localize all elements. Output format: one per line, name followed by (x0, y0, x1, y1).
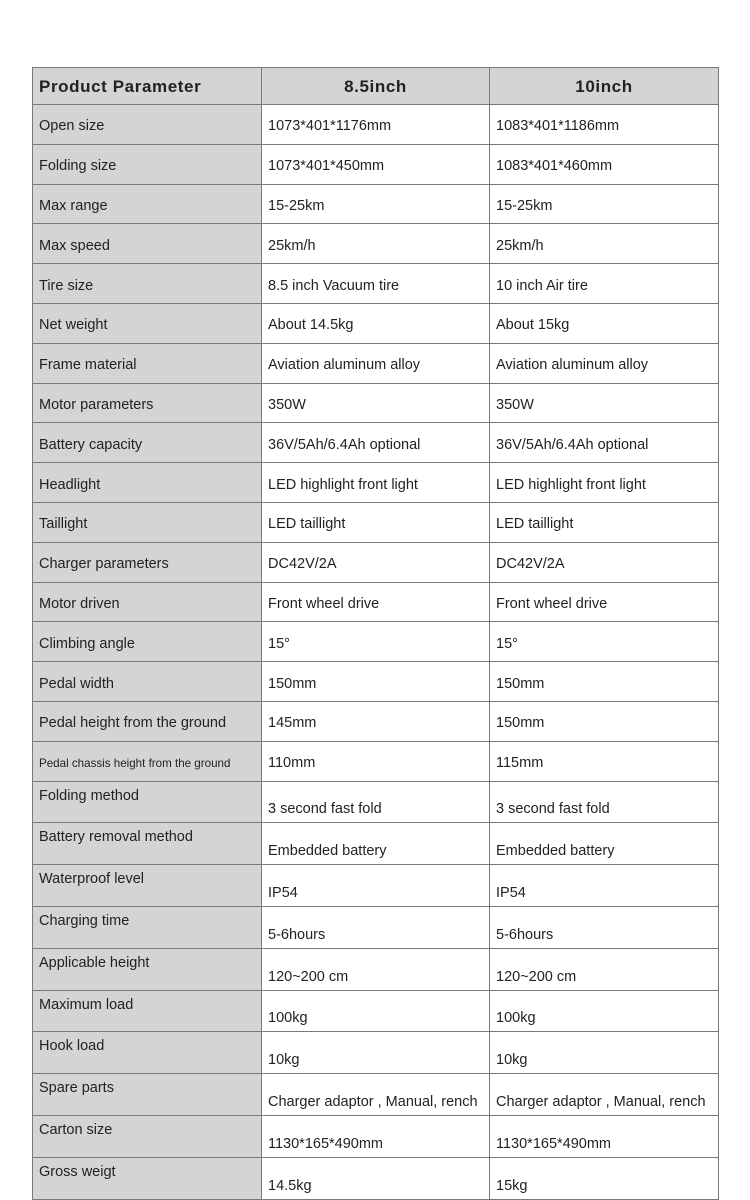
value-10inch: 150mm (490, 701, 719, 741)
value-10inch: LED highlight front light (490, 463, 719, 503)
parameter-name: Spare parts (33, 1074, 262, 1116)
value-10inch: 120~200 cm (490, 948, 719, 990)
parameter-name: Applicable height (33, 948, 262, 990)
parameter-name: Taillight (33, 502, 262, 542)
value-8-5inch: 1073*401*450mm (262, 144, 490, 184)
value-8-5inch: 14.5kg (262, 1157, 490, 1199)
parameter-name: Charger parameters (33, 542, 262, 582)
value-8-5inch: 25km/h (262, 224, 490, 264)
value-8-5inch: 5-6hours (262, 906, 490, 948)
product-parameter-table (32, 67, 719, 1200)
value-8-5inch: 1130*165*490mm (262, 1115, 490, 1157)
parameter-name: Climbing angle (33, 622, 262, 662)
value-10inch: 25km/h (490, 224, 719, 264)
parameter-name: Battery capacity (33, 423, 262, 463)
table-row (33, 343, 719, 383)
value-10inch: 5-6hours (490, 906, 719, 948)
value-8-5inch: 110mm (262, 741, 490, 781)
table-row (33, 701, 719, 741)
value-10inch: 100kg (490, 990, 719, 1032)
table-row (33, 144, 719, 184)
table-row (33, 303, 719, 343)
value-10inch: 115mm (490, 741, 719, 781)
value-8-5inch: 350W (262, 383, 490, 423)
parameter-name: Charging time (33, 906, 262, 948)
value-8-5inch: Charger adaptor , Manual, rench (262, 1074, 490, 1116)
table-row (33, 622, 719, 662)
table-row (33, 1115, 719, 1157)
value-10inch: Aviation aluminum alloy (490, 343, 719, 383)
parameter-name: Max speed (33, 224, 262, 264)
table-row (33, 1157, 719, 1199)
header-product-parameter: Product Parameter (33, 68, 262, 105)
table-row (33, 582, 719, 622)
value-8-5inch: 36V/5Ah/6.4Ah optional (262, 423, 490, 463)
value-10inch: IP54 (490, 865, 719, 907)
value-8-5inch: LED highlight front light (262, 463, 490, 503)
table-row (33, 463, 719, 503)
table-row (33, 264, 719, 304)
value-10inch: 1130*165*490mm (490, 1115, 719, 1157)
table-row (33, 662, 719, 702)
value-10inch: Embedded battery (490, 823, 719, 865)
value-10inch: DC42V/2A (490, 542, 719, 582)
parameter-name: Open size (33, 105, 262, 145)
value-10inch: 350W (490, 383, 719, 423)
table-row (33, 990, 719, 1032)
table-row (33, 184, 719, 224)
parameter-name: Motor driven (33, 582, 262, 622)
table-row (33, 542, 719, 582)
value-10inch: 150mm (490, 662, 719, 702)
parameter-name: Gross weigt (33, 1157, 262, 1199)
value-8-5inch: 120~200 cm (262, 948, 490, 990)
value-8-5inch: LED taillight (262, 502, 490, 542)
parameter-name: Net weight (33, 303, 262, 343)
header-8-5inch: 8.5inch (262, 68, 490, 105)
parameter-name: Tire size (33, 264, 262, 304)
parameter-name: Hook load (33, 1032, 262, 1074)
parameter-name: Battery removal method (33, 823, 262, 865)
table-row (33, 906, 719, 948)
table-row (33, 823, 719, 865)
value-10inch: 36V/5Ah/6.4Ah optional (490, 423, 719, 463)
table-row (33, 383, 719, 423)
parameter-name: Pedal width (33, 662, 262, 702)
value-10inch: Charger adaptor , Manual, rench (490, 1074, 719, 1116)
value-10inch: LED taillight (490, 502, 719, 542)
table-header-row (33, 68, 719, 105)
value-10inch: 1083*401*1186mm (490, 105, 719, 145)
value-10inch: 3 second fast fold (490, 781, 719, 823)
table-row (33, 1032, 719, 1074)
parameter-name: Folding size (33, 144, 262, 184)
value-8-5inch: 3 second fast fold (262, 781, 490, 823)
value-8-5inch: 10kg (262, 1032, 490, 1074)
table-row (33, 105, 719, 145)
table-row (33, 423, 719, 463)
parameter-name: Carton size (33, 1115, 262, 1157)
value-10inch: 10kg (490, 1032, 719, 1074)
value-8-5inch: 145mm (262, 701, 490, 741)
parameter-name: Pedal height from the ground (33, 701, 262, 741)
value-8-5inch: 100kg (262, 990, 490, 1032)
value-8-5inch: Aviation aluminum alloy (262, 343, 490, 383)
table-row (33, 865, 719, 907)
header-10inch: 10inch (490, 68, 719, 105)
parameter-name: Max range (33, 184, 262, 224)
value-8-5inch: DC42V/2A (262, 542, 490, 582)
table-row (33, 1074, 719, 1116)
parameter-name: Waterproof level (33, 865, 262, 907)
value-10inch: 15° (490, 622, 719, 662)
value-10inch: 1083*401*460mm (490, 144, 719, 184)
value-10inch: About 15kg (490, 303, 719, 343)
value-8-5inch: 15° (262, 622, 490, 662)
value-10inch: 10 inch Air tire (490, 264, 719, 304)
parameter-name: Headlight (33, 463, 262, 503)
value-10inch: Front wheel drive (490, 582, 719, 622)
value-8-5inch: 15-25km (262, 184, 490, 224)
value-10inch: 15-25km (490, 184, 719, 224)
value-8-5inch: 8.5 inch Vacuum tire (262, 264, 490, 304)
value-8-5inch: 1073*401*1176mm (262, 105, 490, 145)
parameter-name: Maximum load (33, 990, 262, 1032)
parameter-name: Pedal chassis height from the ground (33, 741, 262, 781)
table-row (33, 781, 719, 823)
value-8-5inch: About 14.5kg (262, 303, 490, 343)
table-row (33, 502, 719, 542)
value-8-5inch: Front wheel drive (262, 582, 490, 622)
parameter-name: Motor parameters (33, 383, 262, 423)
parameter-name: Frame material (33, 343, 262, 383)
table-row (33, 948, 719, 990)
table-row (33, 224, 719, 264)
value-8-5inch: IP54 (262, 865, 490, 907)
parameter-name: Folding method (33, 781, 262, 823)
value-8-5inch: Embedded battery (262, 823, 490, 865)
value-8-5inch: 150mm (262, 662, 490, 702)
value-10inch: 15kg (490, 1157, 719, 1199)
table-row (33, 741, 719, 781)
